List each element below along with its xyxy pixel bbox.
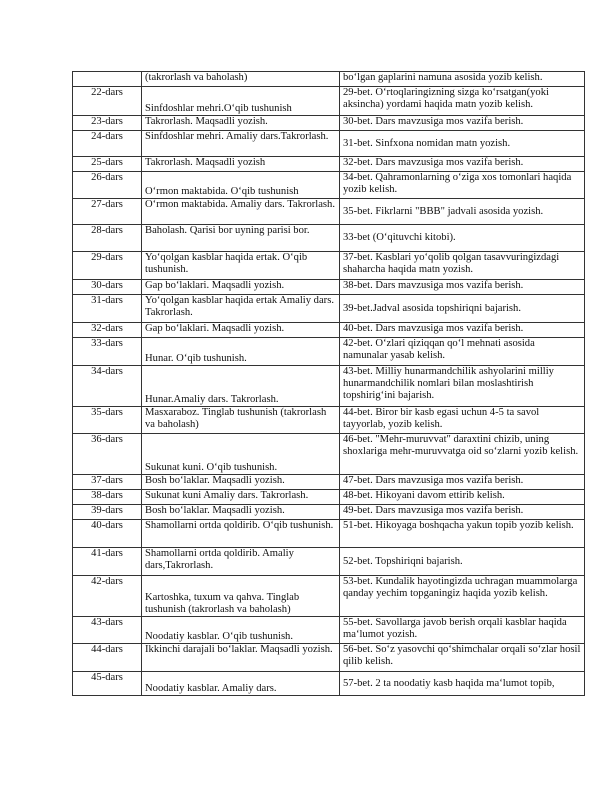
- table-row: [73, 157, 585, 172]
- table-row: [73, 617, 585, 644]
- lesson-topic: Kartoshka, tuxum va qahva. Tinglab tushunish (takrorlash va baholash): [142, 576, 340, 617]
- table-row: [73, 548, 585, 576]
- lesson-number: 33-dars: [73, 338, 142, 366]
- table-row: [73, 87, 585, 116]
- table-row: [73, 116, 585, 131]
- lesson-number: 31-dars: [73, 295, 142, 323]
- table-row: [73, 644, 585, 672]
- lesson-number: 37-dars: [73, 475, 142, 490]
- lesson-number: 23-dars: [73, 116, 142, 131]
- lesson-topic: Sukunat kuni Amaliy dars. Takrorlash.: [142, 490, 340, 505]
- lesson-number: 27-dars: [73, 199, 142, 225]
- lesson-task: 31-bet. Sinfxona nomidan matn yozish.: [340, 131, 585, 157]
- table-row: [73, 407, 585, 434]
- lesson-topic: Ikkinchi darajali bo‘laklar. Maqsadli yozish.: [142, 644, 340, 672]
- lesson-number: 39-dars: [73, 505, 142, 520]
- lesson-topic: Yo‘qolgan kasblar haqida ertak Amaliy dars. Takrorlash.: [142, 295, 340, 323]
- table-row: [73, 252, 585, 280]
- lesson-task: 52-bet. Topshiriqni bajarish.: [340, 548, 585, 576]
- lesson-number: 44-dars: [73, 644, 142, 672]
- lesson-topic: Sinfdoshlar mehri.O‘qib tushunish: [142, 87, 340, 116]
- lesson-number: 22-dars: [73, 87, 142, 116]
- lesson-number: 35-dars: [73, 407, 142, 434]
- lesson-topic: Baholash. Qarisi bor uyning parisi bor.: [142, 225, 340, 252]
- lesson-topic: Gap bo‘laklari. Maqsadli yozish.: [142, 323, 340, 338]
- table-row: [73, 295, 585, 323]
- table-row: [73, 131, 585, 157]
- lesson-number: 28-dars: [73, 225, 142, 252]
- lesson-task: 40-bet. Dars mavzusiga mos vazifa berish.: [340, 323, 585, 338]
- lesson-topic: Shamollarni ortda qoldirib. O‘qib tushunish.: [142, 520, 340, 548]
- lesson-number: [73, 72, 142, 87]
- lesson-number: 24-dars: [73, 131, 142, 157]
- lesson-topic: Sinfdoshlar mehri. Amaliy dars.Takrorlash.: [142, 131, 340, 157]
- lesson-number: 43-dars: [73, 617, 142, 644]
- lesson-topic: Hunar.Amaliy dars. Takrorlash.: [142, 366, 340, 407]
- table-row: [73, 505, 585, 520]
- lesson-topic: O‘rmon maktabida. Amaliy dars. Takrorlash.: [142, 199, 340, 225]
- table-row: [73, 475, 585, 490]
- table-row: [73, 323, 585, 338]
- lesson-number: 42-dars: [73, 576, 142, 617]
- table-row: [73, 172, 585, 199]
- lesson-topic: Shamollarni ortda qoldirib. Amaliy dars,Takrorlash.: [142, 548, 340, 576]
- table-row: [73, 366, 585, 407]
- table-row: [73, 490, 585, 505]
- table-row: [73, 576, 585, 617]
- lesson-task: bo‘lgan gaplarini namuna asosida yozib kelish.: [340, 72, 585, 87]
- lesson-topic: Sukunat kuni. O‘qib tushunish.: [142, 434, 340, 475]
- lesson-task: 55-bet. Savollarga javob berish orqali kasblar haqida ma‘lumot yozish.: [340, 617, 585, 644]
- lesson-topic: Masxaraboz. Tinglab tushunish (takrorlash va baholash): [142, 407, 340, 434]
- lesson-number: 40-dars: [73, 520, 142, 548]
- lesson-task: 37-bet. Kasblari yo‘qolib qolgan tasavvuringizdagi shaharcha haqida matn yozish.: [340, 252, 585, 280]
- lesson-topic: Bosh bo‘laklar. Maqsadli yozish.: [142, 475, 340, 490]
- lesson-task: 53-bet. Kundalik hayotingizda uchragan muammolarga qanday yechim topganingiz haqida yozib kelish.: [340, 576, 585, 617]
- table-row: [73, 520, 585, 548]
- lesson-task: 32-bet. Dars mavzusiga mos vazifa berish.: [340, 157, 585, 172]
- lesson-task: 29-bet. O‘rtoqlaringizning sizga ko‘rsatgan(yoki aksincha) yordami haqida matn yozib kelish.: [340, 87, 585, 116]
- lesson-number: 41-dars: [73, 548, 142, 576]
- lesson-topic: Takrorlash. Maqsadli yozish: [142, 157, 340, 172]
- lesson-topic: Bosh bo‘laklar. Maqsadli yozish.: [142, 505, 340, 520]
- lesson-topic: Noodatiy kasblar. O‘qib tushunish.: [142, 617, 340, 644]
- lesson-topic: O‘rmon maktabida. O‘qib tushunish: [142, 172, 340, 199]
- lesson-task: 35-bet. Fikrlarni "BBB" jadvali asosida yozish.: [340, 199, 585, 225]
- table-row: [73, 672, 585, 696]
- lesson-topic: Takrorlash. Maqsadli yozish.: [142, 116, 340, 131]
- lesson-task: 33-bet (O‘qituvchi kitobi).: [340, 225, 585, 252]
- lesson-number: 45-dars: [73, 672, 142, 696]
- lesson-task: 30-bet. Dars mavzusiga mos vazifa berish.: [340, 116, 585, 131]
- lesson-task: 51-bet. Hikoyaga boshqacha yakun topib yozib kelish.: [340, 520, 585, 548]
- table-row: [73, 199, 585, 225]
- lesson-number: 26-dars: [73, 172, 142, 199]
- table-row: [73, 434, 585, 475]
- table-row: [73, 225, 585, 252]
- lesson-task: 49-bet. Dars mavzusiga mos vazifa berish.: [340, 505, 585, 520]
- lesson-task: 47-bet. Dars mavzusiga mos vazifa berish.: [340, 475, 585, 490]
- lesson-task: 38-bet. Dars mavzusiga mos vazifa berish.: [340, 280, 585, 295]
- table-body: [73, 72, 585, 696]
- lesson-task: 42-bet. O‘zlari qiziqqan qo‘l mehnati asosida namunalar yasab kelish.: [340, 338, 585, 366]
- lesson-task: 56-bet. So‘z yasovchi qo‘shimchalar orqali so‘zlar hosil qilib kelish.: [340, 644, 585, 672]
- lesson-topic: Noodatiy kasblar. Amaliy dars.: [142, 672, 340, 696]
- table-row: [73, 280, 585, 295]
- lesson-number: 30-dars: [73, 280, 142, 295]
- lesson-number: 32-dars: [73, 323, 142, 338]
- table-row: [73, 338, 585, 366]
- lesson-plan-table: [72, 71, 585, 696]
- lesson-task: 34-bet. Qahramonlarning o‘ziga xos tomonlari haqida yozib kelish.: [340, 172, 585, 199]
- lesson-task: 48-bet. Hikoyani davom ettirib kelish.: [340, 490, 585, 505]
- lesson-task: 43-bet. Milliy hunarmandchilik ashyolarini milliy hunarmandchilik nomlari bilan moslashtirish topshirig‘ini bajarish.: [340, 366, 585, 407]
- lesson-task: 39-bet.Jadval asosida topshiriqni bajarish.: [340, 295, 585, 323]
- lesson-number: 38-dars: [73, 490, 142, 505]
- lesson-topic: Gap bo‘laklari. Maqsadli yozish.: [142, 280, 340, 295]
- lesson-number: 25-dars: [73, 157, 142, 172]
- lesson-task: 46-bet. "Mehr-muruvvat" daraxtini chizib, uning shoxlariga mehr-muruvvatga oid so‘zlarni yozib kelish.: [340, 434, 585, 475]
- lesson-topic: Hunar. O‘qib tushunish.: [142, 338, 340, 366]
- lesson-number: 34-dars: [73, 366, 142, 407]
- table-row: [73, 72, 585, 87]
- lesson-task: 44-bet. Biror bir kasb egasi uchun 4-5 ta savol tayyorlab, yozib kelish.: [340, 407, 585, 434]
- lesson-number: 36-dars: [73, 434, 142, 475]
- lesson-task: 57-bet. 2 ta noodatiy kasb haqida ma‘lumot topib,: [340, 672, 585, 696]
- lesson-topic: (takrorlash va baholash): [142, 72, 340, 87]
- lesson-topic: Yo‘qolgan kasblar haqida ertak. O‘qib tushunish.: [142, 252, 340, 280]
- lesson-number: 29-dars: [73, 252, 142, 280]
